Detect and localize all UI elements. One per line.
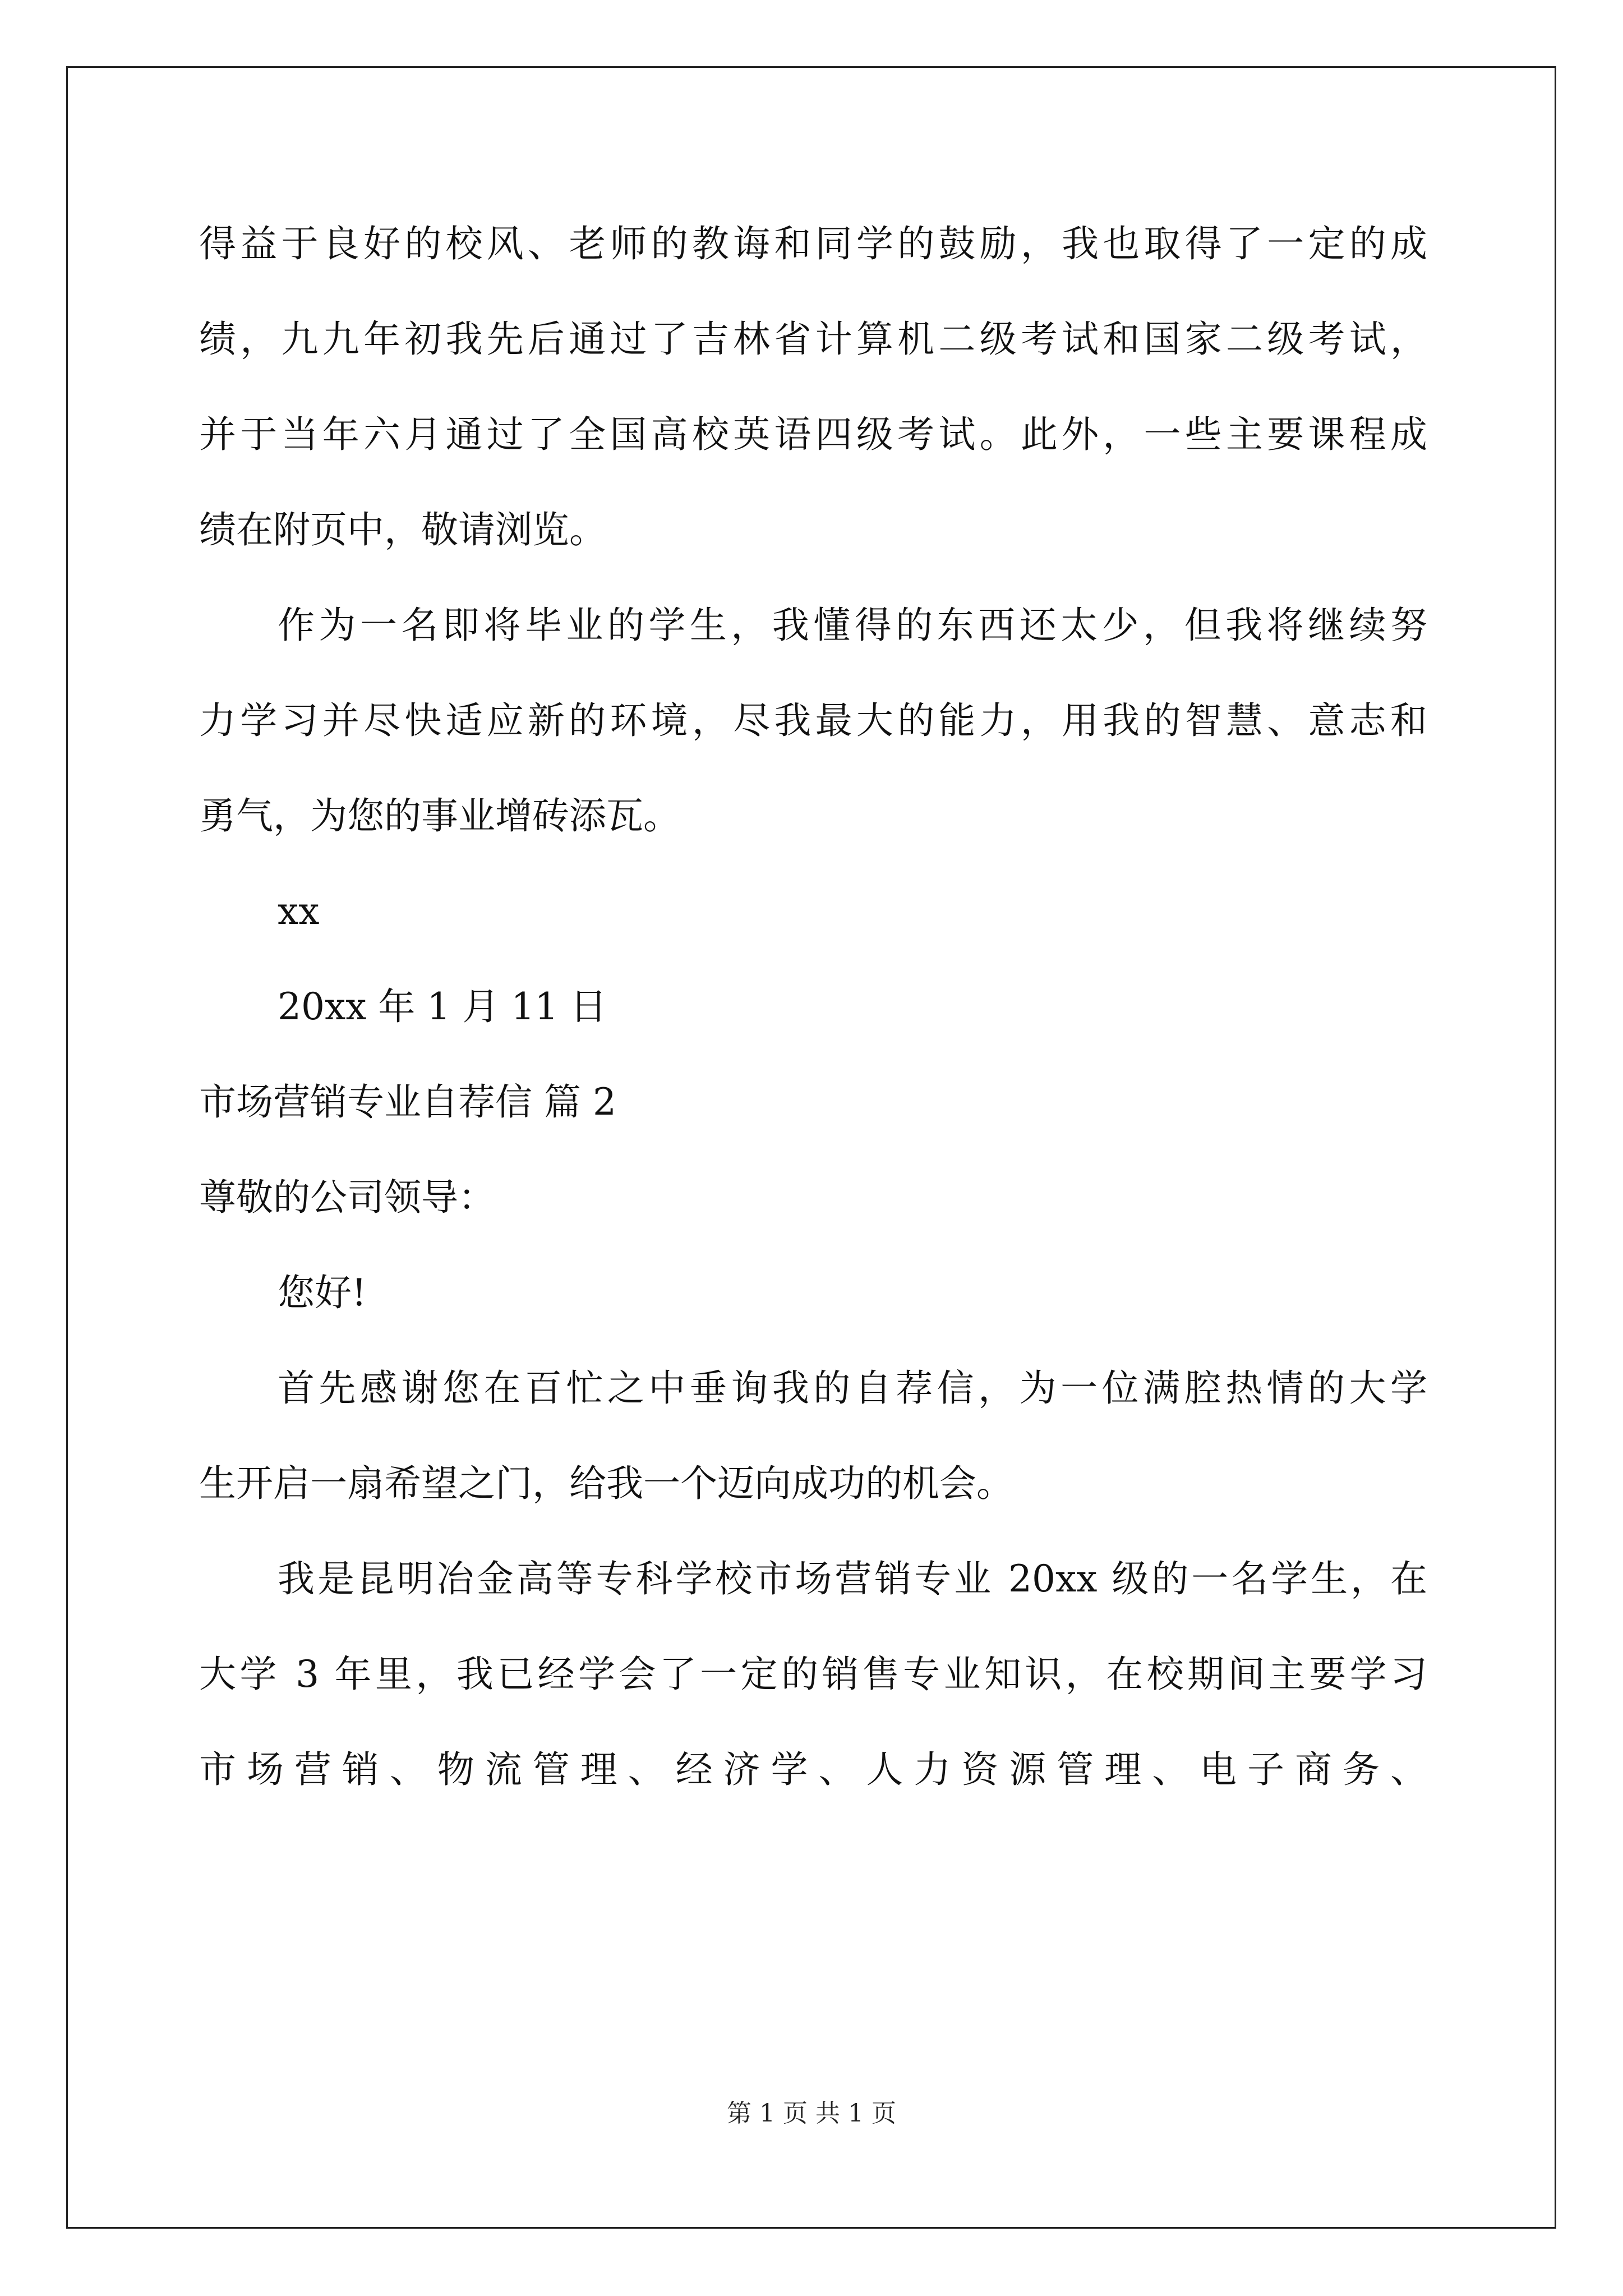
paragraph-line-9: 生开启一扇希望之门，给我一个迈向成功的机会。 xyxy=(199,1462,1013,1505)
signature-name: xx xyxy=(278,890,320,933)
paragraph-line-4: 绩在附页中，敬请浏览。 xyxy=(199,508,606,551)
salutation: 尊敬的公司领导： xyxy=(199,1176,495,1219)
paragraph-line-1: 得益于良好的校风、老师的教诲和同学的鼓励，我也取得了一定的成 xyxy=(199,222,1427,265)
page-footer: 第 1 页 共 1 页 xyxy=(727,2099,896,2128)
paragraph-line-12: 市场营销、物流管理、经济学、人力资源管理、电子商务、 xyxy=(199,1748,1427,1791)
greeting: 您好! xyxy=(278,1271,367,1314)
paragraph-line-11: 大学 3 年里，我已经学会了一定的销售专业知识，在校期间主要学习 xyxy=(199,1653,1427,1696)
paragraph-line-8: 首先感谢您在百忙之中垂询我的自荐信，为一位满腔热情的大学 xyxy=(278,1366,1427,1410)
signature-date: 20xx 年 1 月 11 日 xyxy=(278,985,607,1028)
paragraph-line-6: 力学习并尽快适应新的环境，尽我最大的能力，用我的智慧、意志和 xyxy=(199,699,1427,742)
section-heading: 市场营销专业自荐信 篇 2 xyxy=(199,1080,616,1124)
paragraph-line-2: 绩，九九年初我先后通过了吉林省计算机二级考试和国家二级考试， xyxy=(199,318,1427,361)
paragraph-line-3: 并于当年六月通过了全国高校英语四级考试。此外，一些主要课程成 xyxy=(199,413,1427,456)
paragraph-line-7: 勇气，为您的事业增砖添瓦。 xyxy=(199,794,680,838)
document-body xyxy=(199,222,1427,1843)
paragraph-line-5: 作为一名即将毕业的学生，我懂得的东西还太少，但我将继续努 xyxy=(278,604,1427,647)
paragraph-line-10: 我是昆明冶金高等专科学校市场营销专业 20xx 级的一名学生，在 xyxy=(278,1557,1427,1600)
